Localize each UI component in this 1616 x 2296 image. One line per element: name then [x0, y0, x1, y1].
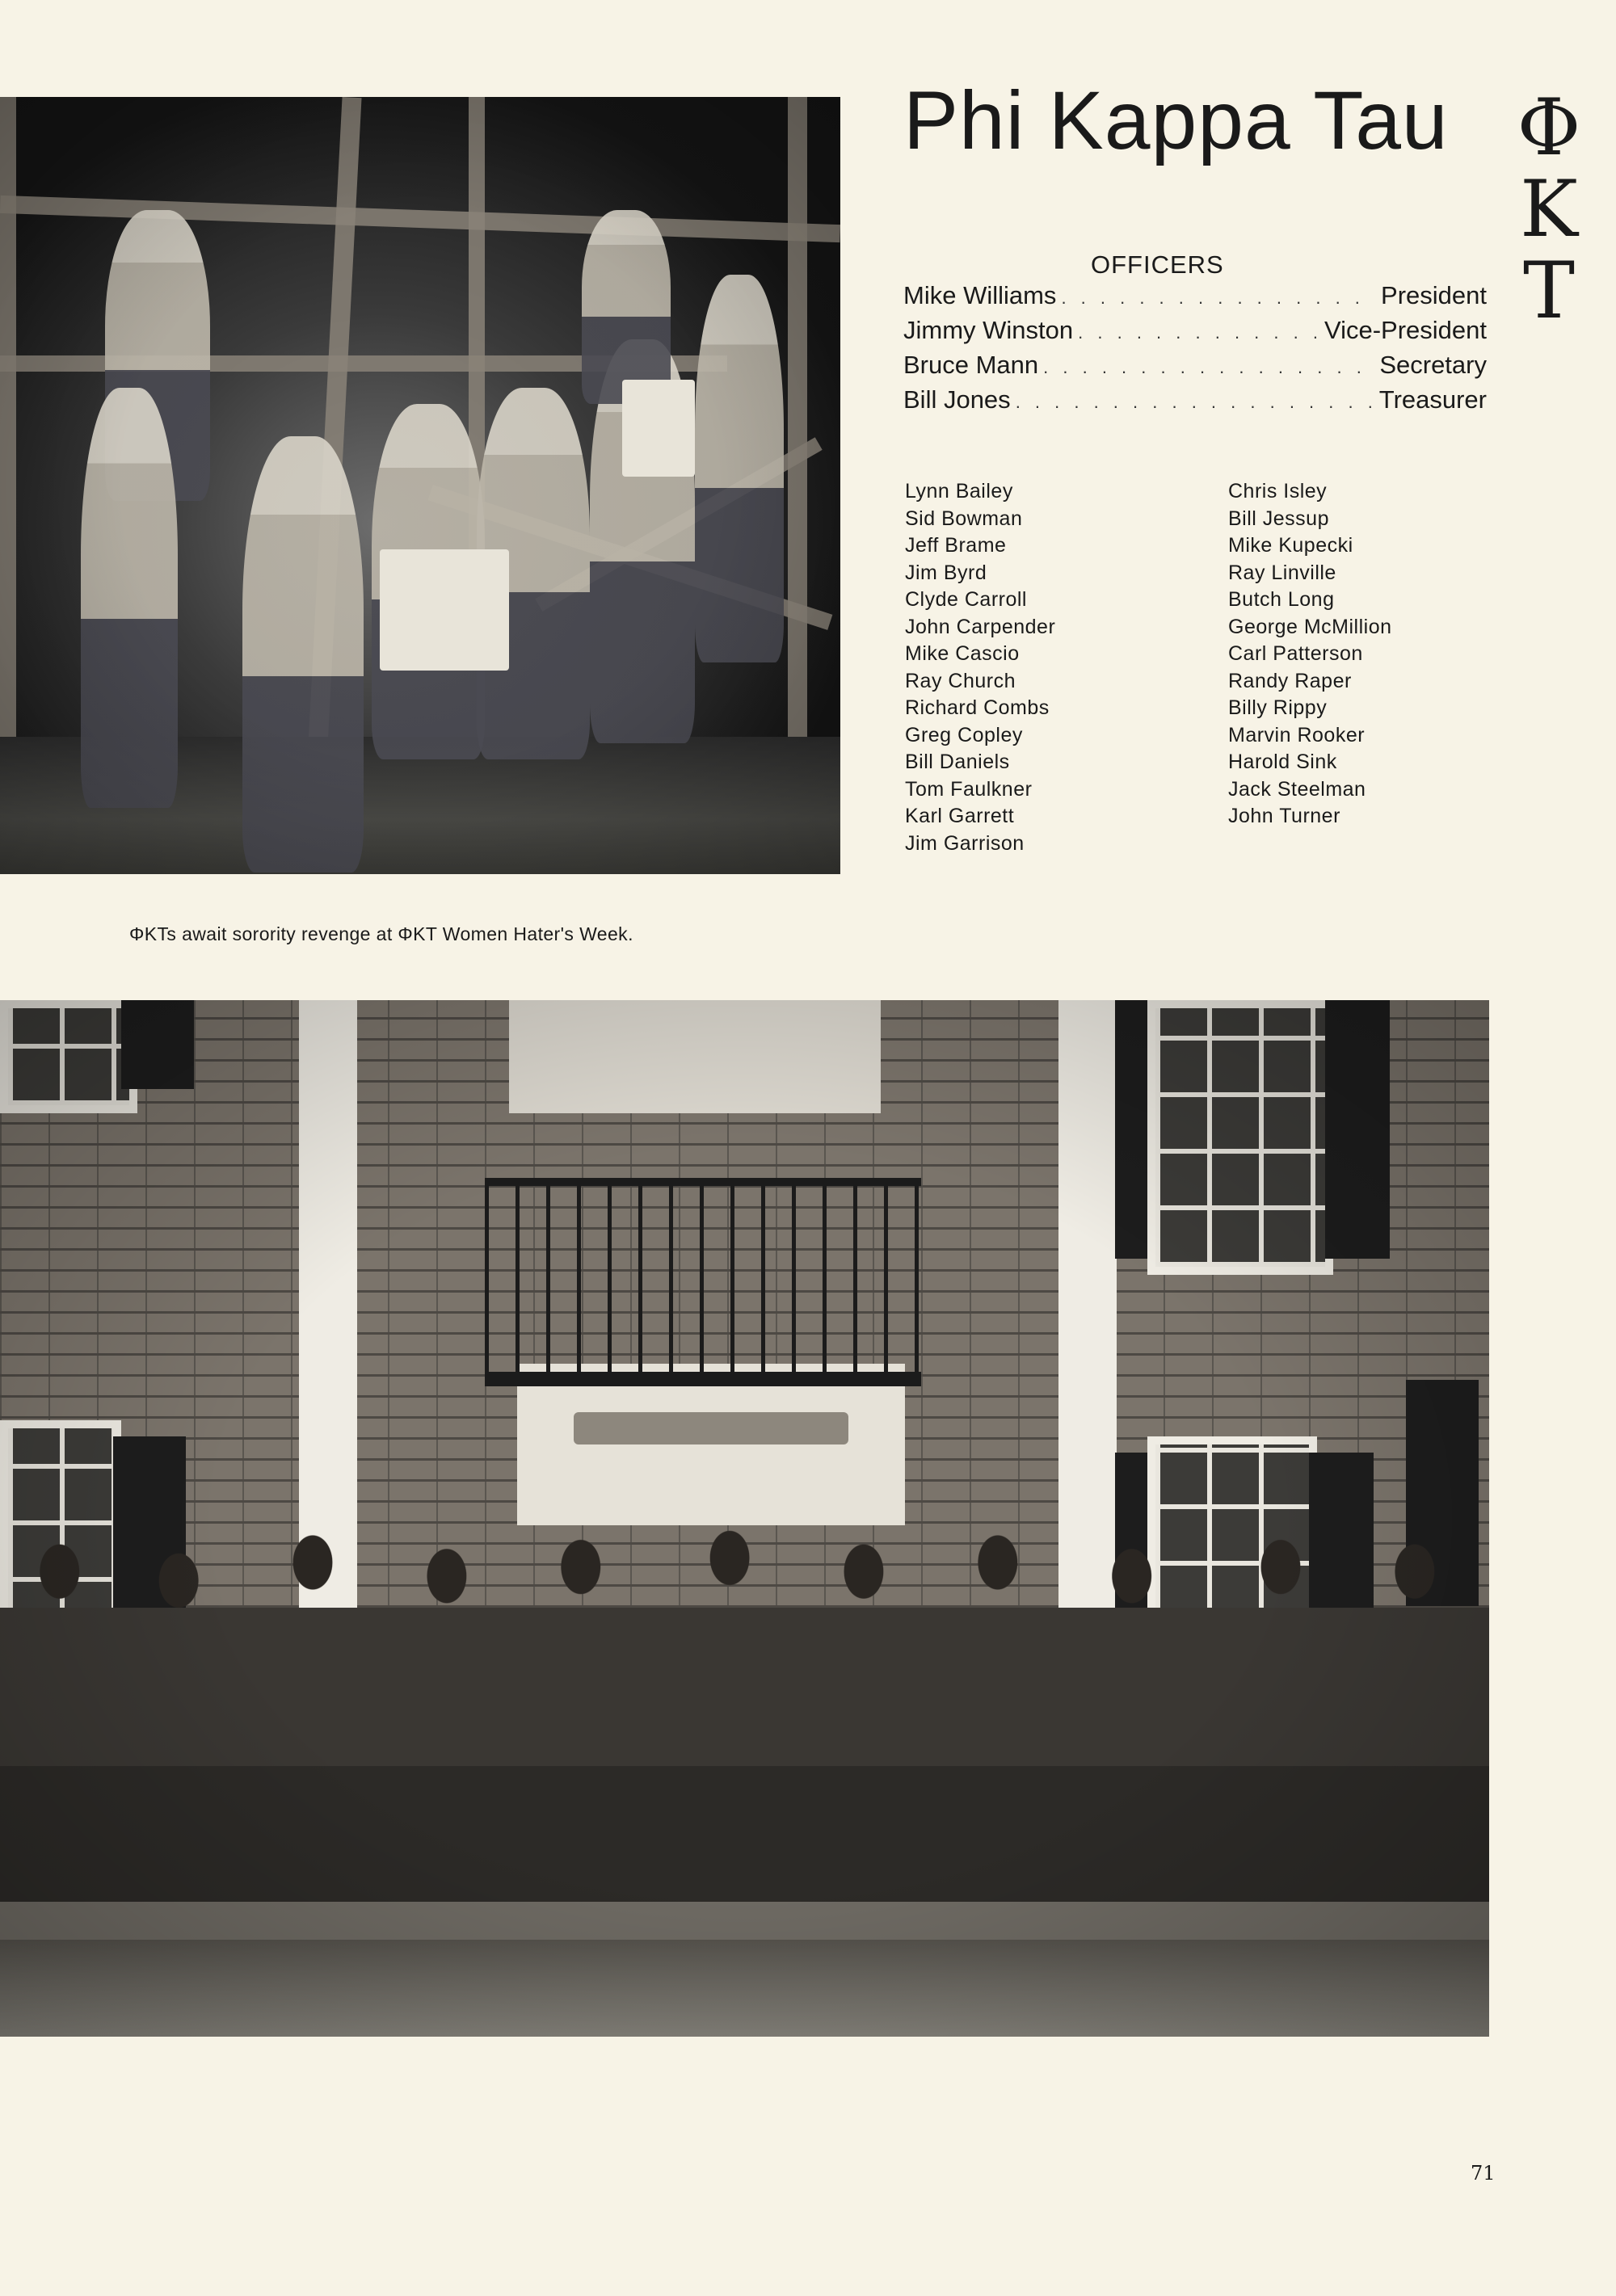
- member-name: John Carpender: [905, 615, 1056, 638]
- greek-letter-tau: T: [1522, 245, 1576, 336]
- page-title: Phi Kappa Tau: [903, 74, 1449, 166]
- officers-list: [903, 280, 1487, 418]
- dot-leader: [1078, 317, 1319, 349]
- officer-row: [903, 314, 1487, 349]
- member-name: Clyde Carroll: [905, 588, 1027, 611]
- officer-name: Mike Williams: [903, 281, 1057, 309]
- officer-role: President: [1381, 281, 1487, 309]
- page-number: 71: [1471, 2162, 1496, 2185]
- member-name: Jack Steelman: [1228, 777, 1366, 801]
- officer-name: Bill Jones: [903, 385, 1011, 414]
- member-name: Ray Linville: [1228, 561, 1336, 584]
- member-name: Jim Garrison: [905, 831, 1025, 855]
- officer-role: Secretary: [1379, 351, 1487, 379]
- member-name: Marvin Rooker: [1228, 723, 1366, 746]
- dot-leader: [1061, 282, 1376, 314]
- members-column-2: [1228, 478, 1392, 831]
- member-name: Randy Raper: [1228, 669, 1352, 692]
- officer-role: Vice-President: [1324, 316, 1487, 344]
- member-name: Greg Copley: [905, 723, 1023, 746]
- member-name: Richard Combs: [905, 696, 1050, 719]
- officer-name: Jimmy Winston: [903, 316, 1074, 344]
- dot-leader: [1016, 386, 1374, 418]
- group-house-photo: [0, 1000, 1489, 2037]
- member-name: Butch Long: [1228, 588, 1335, 611]
- member-name: Mike Cascio: [905, 642, 1020, 665]
- member-name: Carl Patterson: [1228, 642, 1363, 665]
- member-name: Sid Bowman: [905, 507, 1023, 530]
- officer-name: Bruce Mann: [903, 351, 1039, 379]
- member-name: Jim Byrd: [905, 561, 987, 584]
- officer-role: Treasurer: [1378, 385, 1487, 414]
- member-name: Chris Isley: [1228, 480, 1328, 503]
- officer-row: [903, 280, 1487, 314]
- member-name: John Turner: [1228, 805, 1340, 827]
- officer-row: [903, 349, 1487, 384]
- night-scaffold-photo: [0, 97, 840, 874]
- member-name: Billy Rippy: [1228, 696, 1328, 719]
- greek-letter-kappa: K: [1520, 163, 1578, 254]
- officers-heading: OFFICERS: [1091, 250, 1224, 279]
- photo-caption: ΦKTs await sorority revenge at ΦKT Women Hater's Week.: [129, 923, 633, 944]
- member-name: Jeff Brame: [905, 534, 1007, 557]
- member-name: Ray Church: [905, 669, 1016, 692]
- member-name: Karl Garrett: [905, 805, 1015, 827]
- dot-leader: [1043, 351, 1374, 384]
- member-name: Mike Kupecki: [1228, 534, 1353, 557]
- member-name: Harold Sink: [1228, 751, 1337, 773]
- officer-row: [903, 384, 1487, 418]
- member-name: Lynn Bailey: [905, 480, 1013, 503]
- greek-letter-phi: Φ: [1517, 82, 1581, 173]
- member-name: Tom Faulkner: [905, 777, 1033, 801]
- member-name: Bill Daniels: [905, 751, 1010, 773]
- member-name: George McMillion: [1228, 615, 1392, 638]
- greek-letters: [1513, 82, 1585, 336]
- member-name: Bill Jessup: [1228, 507, 1329, 530]
- members-column-1: [905, 478, 1055, 857]
